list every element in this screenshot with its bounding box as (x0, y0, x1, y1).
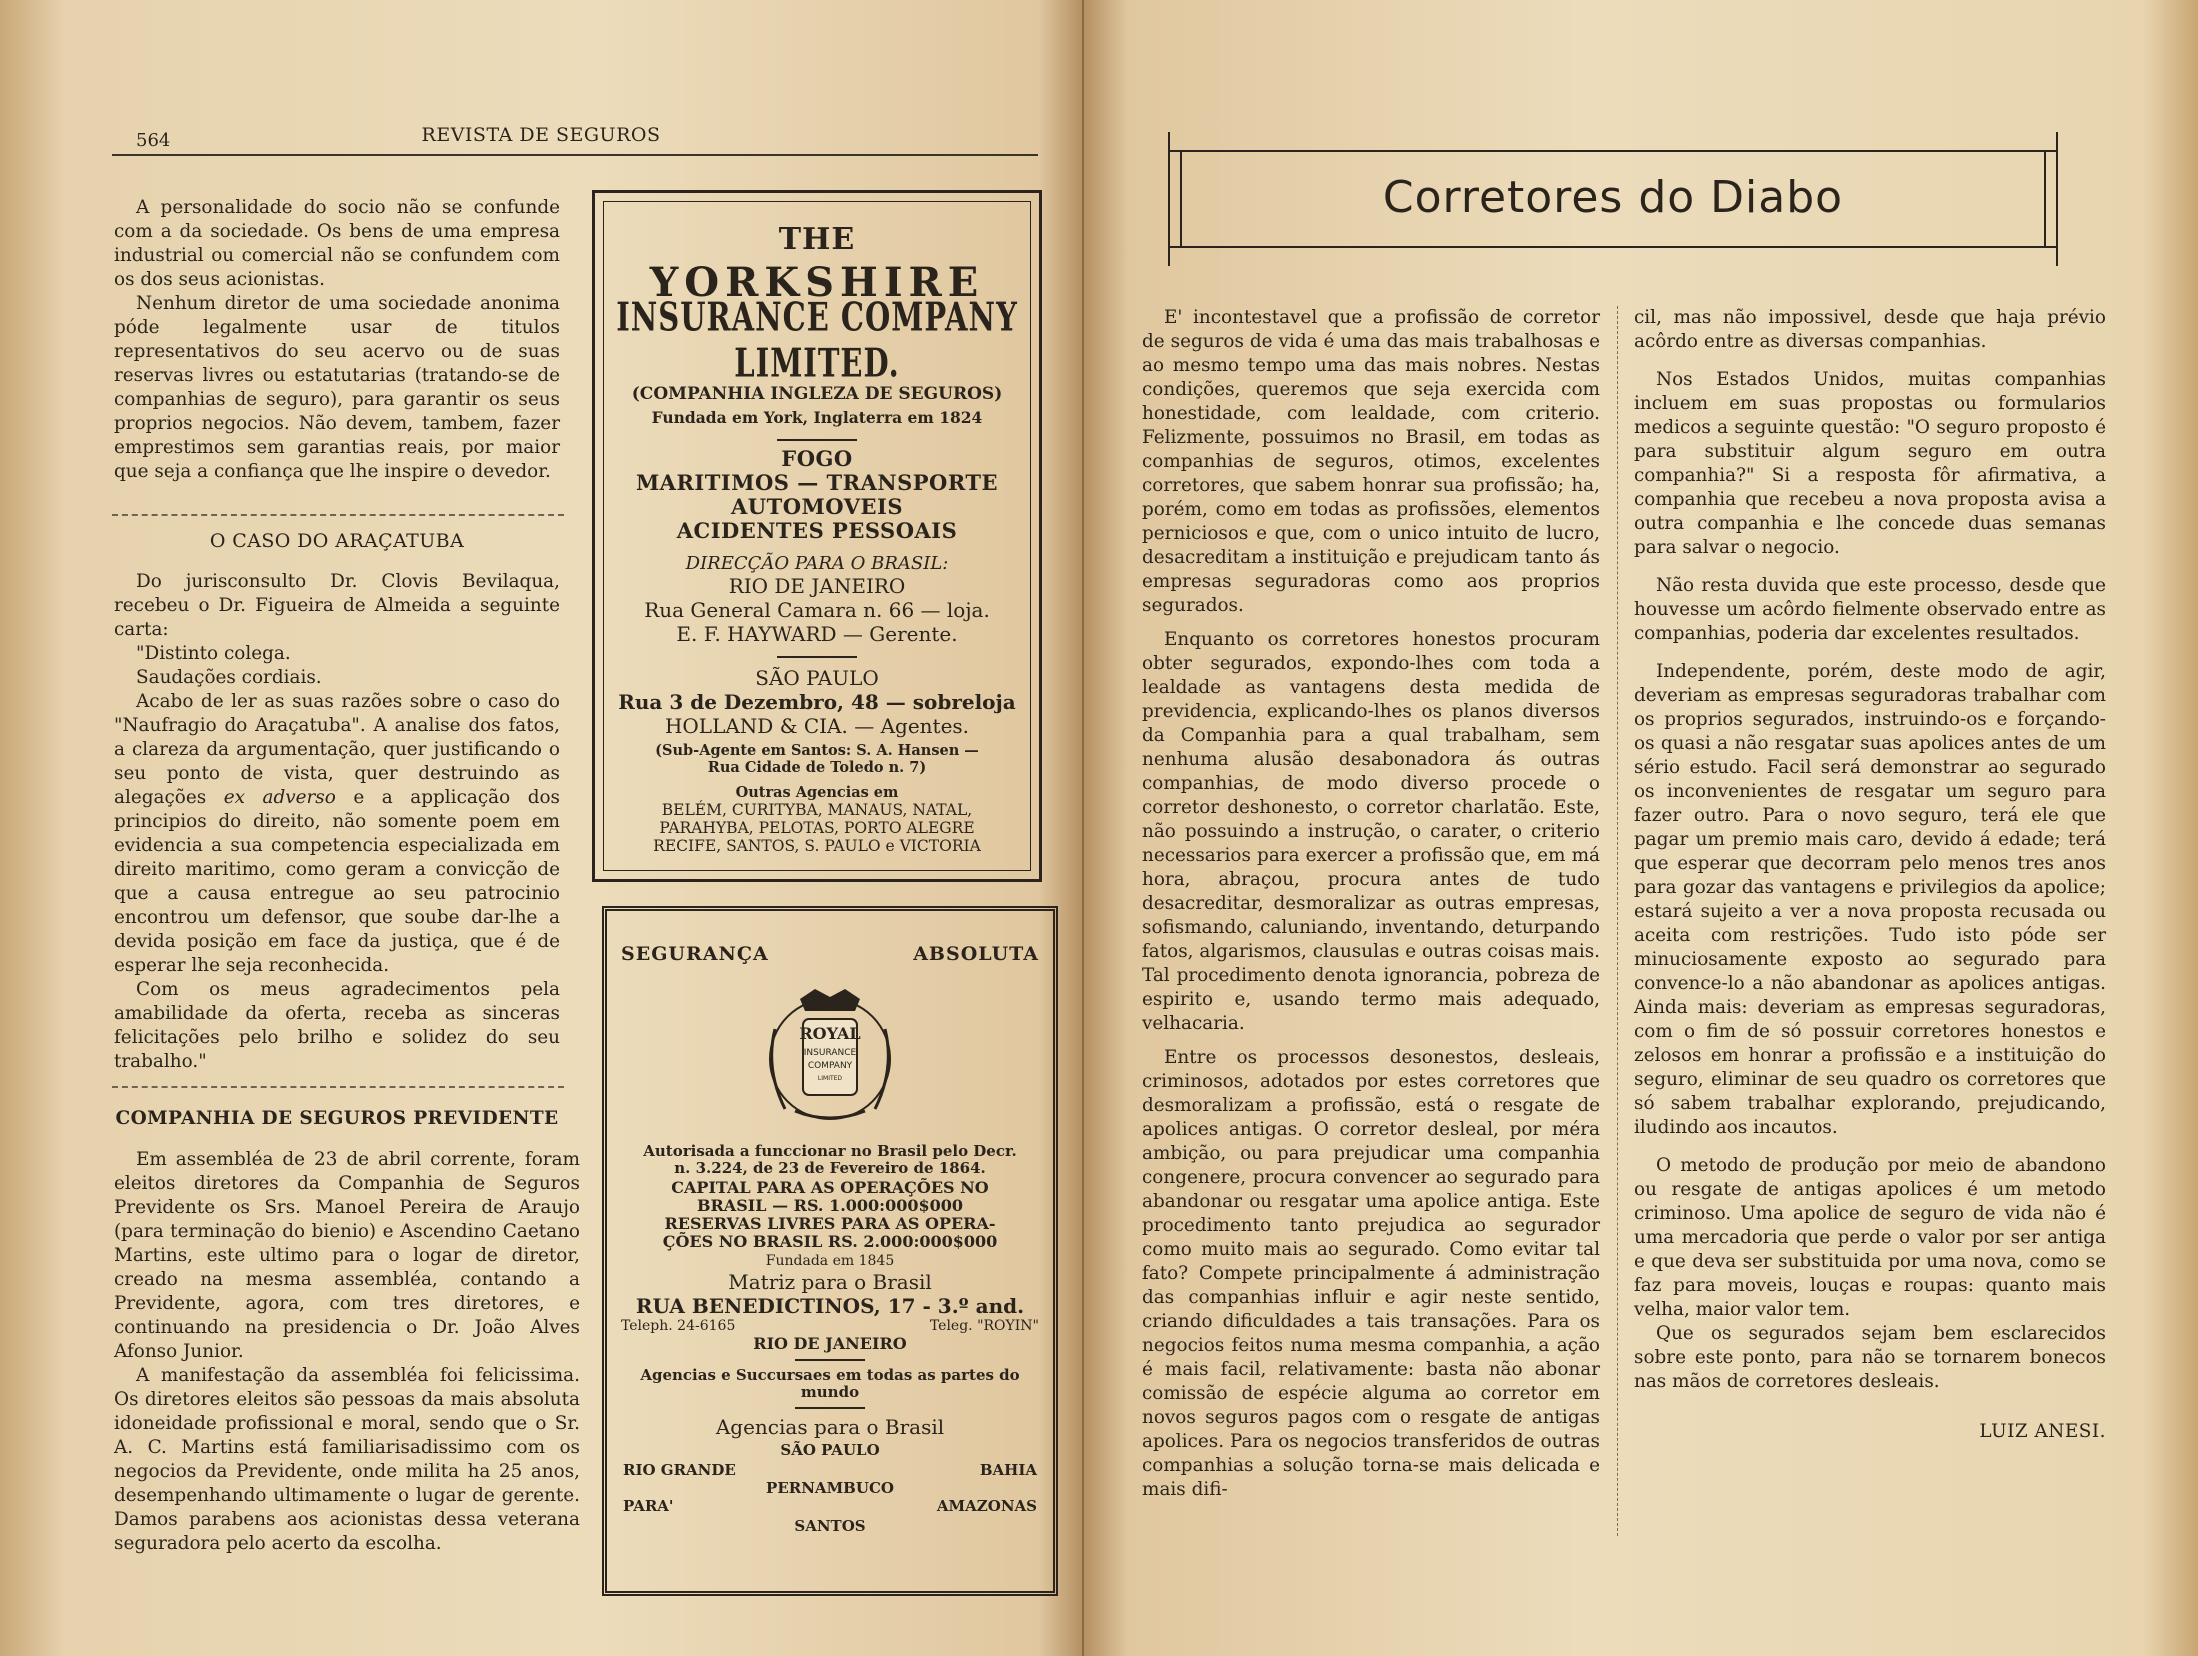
royal-rio: RIO DE JANEIRO (753, 1334, 907, 1353)
royal-coat-of-arms-logo (745, 979, 915, 1129)
royal-address: RUA BENEDICTINOS, 17 - 3.º and. (635, 1294, 1025, 1318)
royal-agencias-brasil: Agencias para o Brasil (715, 1415, 945, 1439)
article-column-2 (1634, 306, 2106, 1444)
yorkshire-sp-address: Rua 3 de Dezembro, 48 — sobreloja (618, 690, 1016, 714)
royal-reservas-2: ÇÕES NO BRASIL RS. 2.000:000$000 (662, 1232, 998, 1251)
section-heading-previdente: COMPANHIA DE SEGUROS PREVIDENTE (115, 1108, 559, 1129)
yorkshire-founded: Fundada em York, Inglaterra em 1824 (651, 408, 983, 427)
aracatuba-salutation-1: "Distinto colega. (136, 643, 291, 664)
royal-city-santos: SANTOS (794, 1517, 866, 1535)
yorkshire-santos-sub-2: Rua Cidade de Toledo n. 7) (707, 759, 927, 776)
yorkshire-cities-1: BELÉM, CURITYBA, MANAUS, NATAL, (661, 801, 973, 819)
royal-inner-frame (621, 925, 1039, 1577)
royal-city-bahia: BAHIA (979, 1461, 1037, 1479)
article-title-box (1168, 150, 2058, 248)
royal-short-rule (795, 1359, 865, 1361)
article-col2-paragraph-4: Independente, porém, deste modo de agir, deveriam as empresas seguradoras trabalhar com os proprios segurados, instruindo-os e forçando-os quasi a não resgatar suas apolices antes de um sério estudo. Facil será demonstrar ao segurado os inconvenientes de resgatar um seguro para fazer outro. Para o novo seguro, terá ele que pagar um premio mais caro, devido á edade; terá que esperar que decorram pelo menos tres anos para gozar das vantagens e privilegios da apolice; estará sujeito a ver a nova proposta recusada ou aceita com restrições. Tudo isto póde ser minuciosamente exposto ao segurado para convence-lo a não abandonar as apolices antigas. Ainda mais: deveriam as empresas seguradoras, com o fim de só possuir corretores honestos e zelosos em honrar a profissão e a instituição do seguro, eliminar de seu quadro os corretores que só sabem trabalhar explorando, prejudicando, iludindo aos incautos. (1634, 661, 2106, 1138)
article-col1-paragraph-1: E' incontestavel que a profissão de corretor de seguros de vida é uma das mais trabalhosas e ao mesmo tempo uma das mais nobres. Nestas condições, queremos que seja exercida com honestidade, com lealdade, com criterio. Felizmente, possuimos no Brasil, em todas as companhias de seguros, otimos, excelentes corretores, que sabem honrar sua profissão; ha, porém, como em todas as profissões, elementos perniciosos e que, com o unico intuito de lucro, desacreditam a instituição e prejudicam tanto ás empresas seguradoras como aos proprios segurados. (1142, 307, 1600, 616)
royal-capital-2: BRASIL — RS. 1.000:000$000 (696, 1196, 964, 1215)
aracatuba-text-block (114, 570, 560, 1074)
article-signature: LUIZ ANESI. (1979, 1421, 2106, 1442)
yorkshire-cities-2: PARAHYBA, PELOTAS, PORTO ALEGRE (659, 819, 975, 837)
yorkshire-maritimos: MARITIMOS — TRANSPORTE (635, 470, 999, 495)
article-col1-paragraph-3: Entre os processos desonestos, desleais, criminosos, adotados por estes corretores que desmoralizam a profissão, está o resgate de apolices antigas. O corretor desleal, por méra ambição, ou para prejudicar uma companhia congenere, procura convencer ao segurado para abandonar ou resgatar uma apolice antiga. Este procedimento tanto prejudica ao segurador como muito mais ao segurado. Como evitar tal fato? Compete principalmente á administração das companhias influir e agir neste sentido, criando dificuldades a tais transações. Para os negocios feitos numa mesma companhia, a ação é mais facil, relativamente: basta não abonar comissão de espécie alguma ao corretor em novos seguros pagos com o resgate de antigas apolices. Para os negocios transferidos de outras companhias a solução torna-se mais delicada e mais difi- (1142, 1047, 1600, 1500)
yorkshire-name: YORKSHIRE (649, 259, 985, 306)
logo-text-royal: ROYAL (799, 1024, 861, 1043)
left-page (0, 0, 1084, 1656)
aracatuba-body-1-start: Acabo de ler as suas razões sobre o caso do "Naufragio do Araçatuba". A analise dos fatos, a clareza da argumentação, quer justificando o seu ponto de vista, quer destruindo as alegações (114, 691, 560, 808)
royal-city-sao-paulo: SÃO PAULO (780, 1441, 880, 1459)
logo-text-company: COMPANY (807, 1061, 853, 1071)
yorkshire-rio-address: Rua General Camara n. 66 — loja. (644, 598, 990, 622)
logo-text-limited: LIMITED (817, 1075, 843, 1082)
royal-auth-2: n. 3.224, de 23 de Fevereiro de 1864. (674, 1159, 986, 1177)
yorkshire-direccao: DIRECÇÃO PARA O BRASIL: (685, 553, 949, 574)
article-col1-paragraph-2: Enquanto os corretores honestos procuram obter segurados, expondo-lhes com toda a lealdade as vantagens desta medida de previdencia, explicando-lhes os planos diversos da Companhia para a qual trabalham, sem nenhuma alusão desabonadora ás outras companhias, de modo diverso procede o corretor deshonesto, o corretor charlatão. Este, não possuindo a instrução, o carater, o criterio necessarios para exercer a profissão que, em má hora, abraçou, procura antes de tudo desacreditar, desmoralizar as outras empresas, sofismando, caluniando, inventando, deturpando fatos, algarismos, clausulas e outras coisas mais. Tal procedimento denota ignorancia, pobreza de espirito e, usando termo mais adequado, velhacaria. (1142, 629, 1600, 1034)
intro-paragraph-2: Nenhum diretor de uma sociedade anonima póde legalmente usar de titulos representativos do seu acervo ou de suas reservas livres ou estatutarias (tratando-se de companhias de seguro), para garantir os seus proprios negocios. Não devem, tambem, fazer emprestimos sem garantias reais, por maior que seja a confiança que lhe inspire o devedor. (114, 293, 560, 482)
yorkshire-short-rule-2 (777, 656, 857, 658)
yorkshire-sp-agents: HOLLAND & CIA. — Agentes. (664, 714, 970, 738)
right-page (1084, 0, 2198, 1656)
royal-city-rio-grande: RIO GRANDE (623, 1461, 736, 1479)
previdente-paragraph-2: A manifestação da assembléa foi felicissima. Os diretores eleitos são pessoas da mais absoluta idoneidade profissional e moral, sendo que o Sr. A. C. Martins está familiarisadissimo com os negocios da Previdente, onde milita ha 25 anos, desempenhando ultimamente o lugar de gerente. Damos parabens aos acionistas dessa veterana seguradora pelo acerto da escolha. (114, 1365, 580, 1554)
article-col2-paragraph-6: Que os segurados sejam bem esclarecidos sobre este ponto, para não se tornarem bonecos nas mãos de corretores desleais. (1634, 1323, 2106, 1392)
yorkshire-outras: Outras Agencias em (735, 784, 899, 801)
royal-city-pernambuco: PERNAMBUCO (766, 1479, 894, 1497)
royal-city-amazonas: AMAZONAS (936, 1497, 1037, 1515)
yorkshire-acidentes: ACIDENTES PESSOAIS (676, 518, 958, 543)
yorkshire-short-rule (777, 439, 857, 441)
intro-text-block (114, 196, 560, 484)
yorkshire-the: THE (778, 222, 856, 257)
logo-text-insurance: INSURANCE (803, 1048, 857, 1058)
royal-header-line (621, 943, 1039, 965)
yorkshire-sp: SÃO PAULO (755, 666, 879, 690)
previdente-text-block (114, 1148, 580, 1556)
aracatuba-body-1-italic: ex adverso (223, 787, 336, 808)
royal-short-rule-2 (795, 1407, 865, 1409)
royal-matriz: Matriz para o Brasil (728, 1270, 932, 1294)
yorkshire-rio: RIO DE JANEIRO (728, 574, 906, 598)
royal-city-list (621, 1441, 1039, 1537)
article-col2-paragraph-5: O metodo de produção por meio de abandono ou resgate de antigas apolices é um metodo criminoso. Uma apolice de seguro de vida não é uma mercadoria que perde o valor por ser antiga e que deva ser substituida por uma nova, como se faz para moveis, louças e roupas: quanto mais velha, maior valor tem. (1634, 1155, 2106, 1320)
section-heading-aracatuba: O CASO DO ARAÇATUBA (209, 530, 465, 552)
intro-paragraph-1: A personalidade do socio não se confunde com a da sociedade. Os bens de uma empresa industrial ou comercial não se confundem com os dos seus acionistas. (114, 197, 560, 290)
royal-seguranca: SEGURANÇA (621, 943, 769, 965)
running-header: REVISTA DE SEGUROS (421, 124, 661, 146)
royal-absoluta: ABSOLUTA (913, 943, 1039, 965)
aracatuba-body-1 (114, 690, 560, 978)
yorkshire-inner-frame (603, 201, 1031, 871)
article-title: Corretores do Diabo (1382, 172, 1844, 223)
royal-city-para: PARA' (623, 1497, 674, 1515)
yorkshire-company-type: (COMPANHIA INGLEZA DE SEGUROS) (631, 384, 1003, 404)
article-col2-paragraph-1: cil, mas não impossivel, desde que haja prévio acôrdo entre as diversas companhias. (1634, 307, 2106, 352)
article-column-1 (1142, 306, 1600, 1502)
royal-contacts (621, 1318, 1039, 1335)
aracatuba-salutation-2: Saudações cordiais. (136, 667, 322, 688)
yorkshire-subtitle: INSURANCE COMPANY LIMITED. (616, 294, 1018, 386)
section-divider-1 (112, 514, 564, 516)
article-col2-paragraph-2: Nos Estados Unidos, muitas companhias incluem em suas propostas ou formularios medicos a seguinte questão: "O seguro proposto é para substituir algum seguro em outra companhia?" Si a resposta fôr afirmativa, a companhia que recebeu a nova proposta avisa a outra companhia e lhe concede duas semanas para salvar o negocio. (1634, 369, 2106, 558)
royal-founded: Fundada em 1845 (765, 1253, 895, 1269)
header-rule (112, 154, 1038, 156)
yorkshire-cities-3: RECIFE, SANTOS, S. PAULO e VICTORIA (653, 837, 981, 855)
yorkshire-rio-manager: E. F. HAYWARD — Gerente. (676, 622, 958, 646)
page-number: 564 (136, 130, 171, 151)
royal-agencias-2: mundo (800, 1383, 860, 1401)
royal-advertisement (602, 906, 1058, 1596)
previdente-paragraph-1: Em assembléa de 23 de abril corrente, foram eleitos diretores da Companhia de Seguros Previdente os Srs. Manoel Pereira de Araujo (para terminação do bienio) e Ascendino Caetano Martins, este ultimo para o logar de diretor, creado na mesma assembléa, contando a Previdente, agora, com tres diretores, e continuando na presidencia o Dr. João Alves Afonso Junior. (114, 1149, 580, 1362)
aracatuba-body-1-end: e a applicação dos principios do direito, não somente poem em evidencia a sua competencia especializada em direito maritimo, como geram a convicção de que a causa entregue ao seu patrocinio encontrou um defensor, que soube dar-lhe a devida posição em face da justiça, que é de esperar lhe seja reconhecida. (114, 787, 560, 976)
royal-agencias-1: Agencias e Succursaes em todas as partes do (640, 1366, 1020, 1384)
section-divider-2 (112, 1086, 564, 1088)
yorkshire-santos-sub-1: (Sub-Agente em Santos: S. A. Hansen — (655, 742, 979, 759)
article-col2-paragraph-3: Não resta duvida que este processo, desde que houvesse um acôrdo fielmente observado entre as companhias, poderia dar excelentes resultados. (1634, 575, 2106, 644)
aracatuba-intro: Do jurisconsulto Dr. Clovis Bevilaqua, recebeu o Dr. Figueira de Almeida a seguinte carta: (114, 571, 560, 640)
aracatuba-body-2: Com os meus agradecimentos pela amabilidade da oferta, receba as sinceras felicitações pelo brilho e solidez do seu trabalho." (114, 979, 560, 1072)
royal-teleg: Teleg. "ROYIN" (929, 1318, 1039, 1334)
yorkshire-advertisement (592, 190, 1042, 882)
royal-capital-1: CAPITAL PARA AS OPERAÇÕES NO (671, 1178, 989, 1197)
royal-reservas-1: RESERVAS LIVRES PARA AS OPERA- (664, 1214, 996, 1233)
royal-auth-1: Autorisada a funccionar no Brasil pelo Decr. (643, 1142, 1017, 1160)
yorkshire-fogo: FOGO (781, 446, 853, 471)
column-divider (1617, 306, 1618, 1536)
royal-teleph: Teleph. 24-6165 (621, 1318, 736, 1334)
yorkshire-automoveis: AUTOMOVEIS (731, 494, 903, 519)
